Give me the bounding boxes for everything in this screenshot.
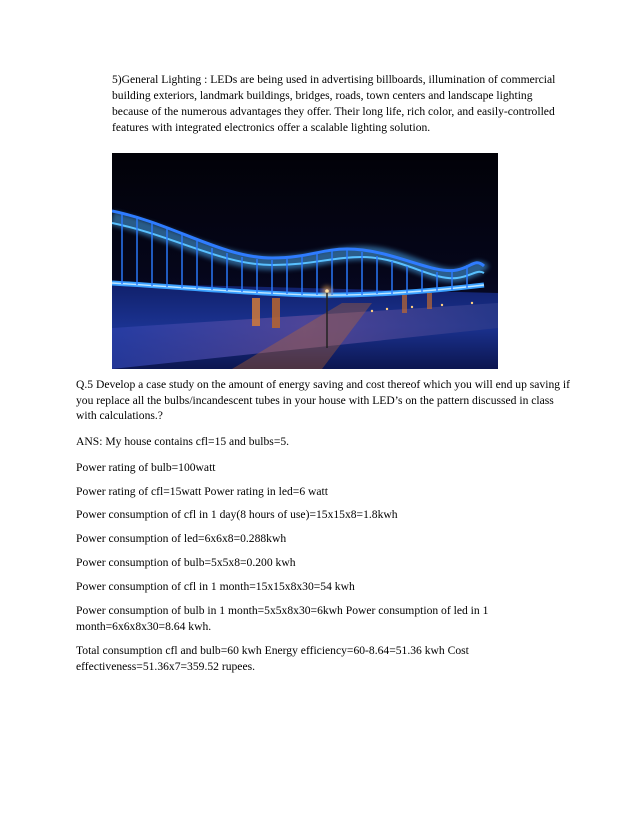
answer-line-4: Power consumption of cfl in 1 day(8 hours of use)=15x15x8=1.8kwh [76, 508, 398, 521]
illuminated-bridge-photo [112, 153, 498, 369]
section-5-paragraph: 5)General Lighting : LEDs are being used in advertising billboards, illumination of commercial building exteriors, landmark buildings, bridges, roads, town centers and landscape lighting because of the numerous advantages they offer. Their long life, rich color, and easily-controlled features with integrated electronics offer a scalable lighting solution. [112, 73, 556, 134]
answer-line-3: Power rating of cfl=15watt Power rating in led=6 watt [76, 485, 328, 498]
answer-line-6: Power consumption of bulb=5x5x8=0.200 kwh [76, 556, 296, 569]
answer-line-8: Power consumption of bulb in 1 month=5x5x8x30=6kwh Power consumption of led in 1 month=6x6x8x30=8.64 kwh. [76, 604, 489, 633]
answer-line-7: Power consumption of cfl in 1 month=15x15x8x30=54 kwh [76, 580, 355, 593]
answer-line-9: Total consumption cfl and bulb=60 kwh Energy efficiency=60-8.64=51.36 kwh Cost effectiveness=51.36x7=359.52 rupees. [76, 644, 469, 673]
answer-line-2: Power rating of bulb=100watt [76, 461, 216, 474]
answer-line-5: Power consumption of led=6x6x8=0.288kwh [76, 532, 287, 545]
answer-line-1: ANS: My house contains cfl=15 and bulbs=5. [76, 435, 290, 448]
question-5: Q.5 Develop a case study on the amount of energy saving and cost thereof which you will end up saving if you replace all the bulbs/incandescent tubes in your house with LED’s on the pattern discussed in class with calculations.? [76, 378, 571, 422]
